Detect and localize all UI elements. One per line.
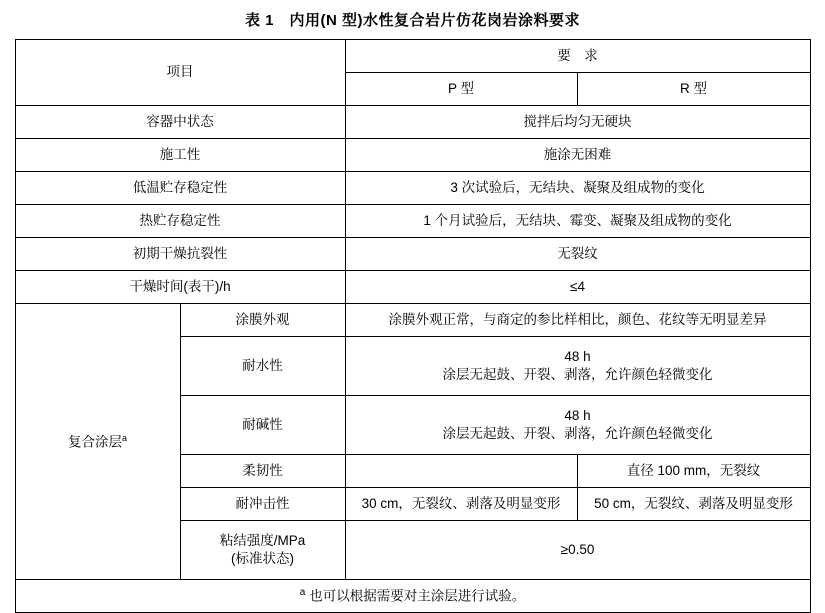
- row-value-p: 30 cm，无裂纹、剥落及明显变形: [345, 488, 577, 521]
- row-item-label-line2: (标准状态): [231, 551, 294, 566]
- row-value-r: 直径 100 mm，无裂纹: [577, 455, 810, 488]
- table-caption: 表 1 内用(N 型)水性复合岩片仿花岗岩涂料要求: [244, 12, 580, 29]
- header-item: 项目: [15, 40, 345, 106]
- row-value: 施涂无困难: [345, 139, 810, 172]
- row-item-label: 涂膜外观: [180, 304, 345, 337]
- composite-group-text: 复合涂层: [67, 434, 122, 450]
- table-row: [15, 106, 810, 139]
- row-value-p: [345, 455, 577, 488]
- row-value-line2: 涂层无起鼓、开裂、剥落，允许颜色轻微变化: [442, 426, 713, 441]
- row-item-label: 耐冲击性: [180, 488, 345, 521]
- table-header-row-1: [15, 40, 810, 73]
- header-type-r: R 型: [577, 73, 810, 106]
- row-item-label: 热贮存稳定性: [15, 205, 345, 238]
- row-value: ≤4: [345, 271, 810, 304]
- row-item-label: 低温贮存稳定性: [15, 172, 345, 205]
- row-value-line1: 48 h: [564, 348, 591, 364]
- table-row: [15, 139, 810, 172]
- row-value: 3 次试验后，无结块、凝聚及组成物的变化: [345, 172, 810, 205]
- row-value: [345, 337, 810, 396]
- row-item-label: 柔韧性: [180, 455, 345, 488]
- footnote-mark: a: [299, 587, 306, 599]
- table-row: [15, 271, 810, 304]
- row-value-r: 50 cm，无裂纹、剥落及明显变形: [577, 488, 810, 521]
- row-value: 搅拌后均匀无硬块: [345, 106, 810, 139]
- row-value: 1 个月试验后，无结块、霉变、凝聚及组成物的变化: [345, 205, 810, 238]
- row-item-label: 耐水性: [180, 337, 345, 396]
- table-footnote-row: [15, 580, 810, 613]
- composite-group-footnote-mark: a: [121, 432, 127, 443]
- table-row: [15, 205, 810, 238]
- row-item-label-line1: 粘结强度/MPa: [219, 532, 306, 548]
- header-requirement: 要 求: [345, 40, 810, 73]
- row-value: 无裂纹: [345, 238, 810, 271]
- row-value: 涂膜外观正常，与商定的参比样相比，颜色、花纹等无明显差异: [345, 304, 810, 337]
- row-value: [345, 396, 810, 455]
- row-value-line2: 涂层无起鼓、开裂、剥落，允许颜色轻微变化: [442, 367, 713, 382]
- row-item-label: 容器中状态: [15, 106, 345, 139]
- row-item-label: [180, 521, 345, 580]
- footnote-text: 也可以根据需要对主涂层进行试验。: [309, 588, 526, 604]
- table-row: [15, 304, 810, 337]
- table-row: [15, 238, 810, 271]
- table-footnote: [15, 580, 810, 613]
- row-item-label: 耐碱性: [180, 396, 345, 455]
- table-row: [15, 172, 810, 205]
- row-item-label: 干燥时间(表干)/h: [15, 271, 345, 304]
- composite-group-label: [15, 304, 180, 580]
- row-value: ≥0.50: [345, 521, 810, 580]
- row-item-label: 初期干燥抗裂性: [15, 238, 345, 271]
- header-type-p: P 型: [345, 73, 577, 106]
- spec-table: [15, 39, 811, 613]
- row-item-label: 施工性: [15, 139, 345, 172]
- row-value-line1: 48 h: [564, 407, 591, 423]
